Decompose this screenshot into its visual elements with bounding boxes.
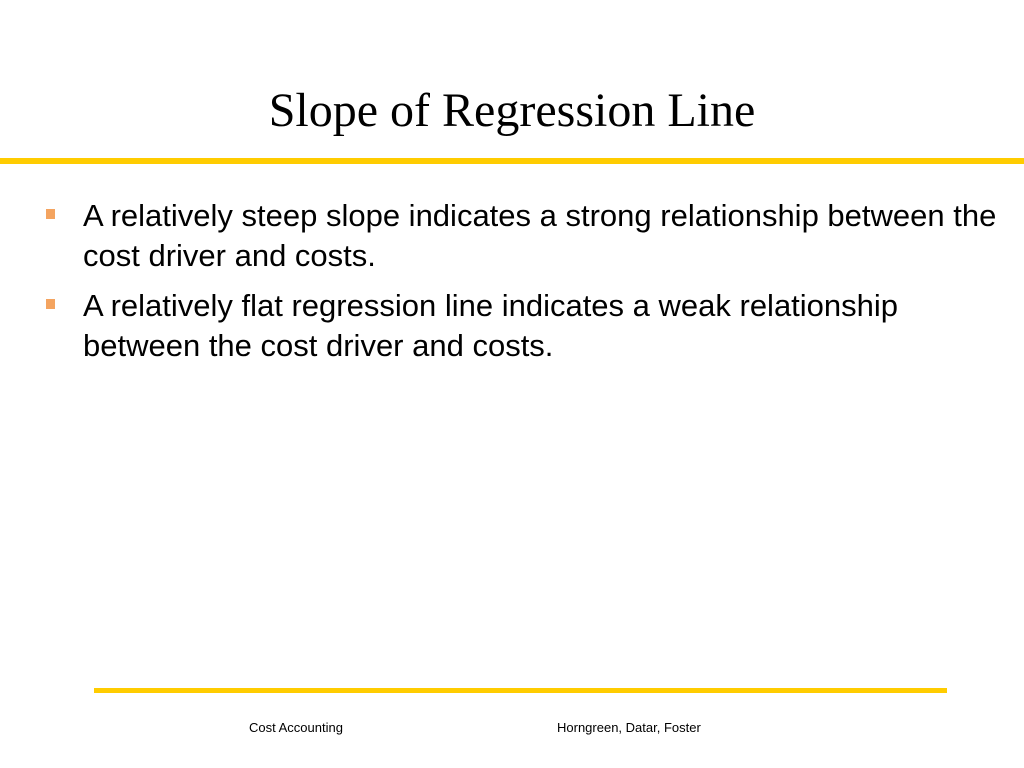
bullet-text: A relatively steep slope indicates a strong relationship between the cost driver and costs. [83,198,997,273]
bullet-text: A relatively flat regression line indicates a weak relationship between the cost driver and costs. [83,288,899,363]
bullet-item [0,196,1024,276]
slide-title: Slope of Regression Line [268,84,756,137]
title-divider [0,158,1024,164]
square-bullet-icon [46,209,55,219]
bullet-item [0,286,1024,366]
bullet-list [0,196,1024,376]
footer-course: Cost Accounting [249,720,343,735]
footer-authors: Horngreen, Datar, Foster [557,720,701,735]
footer-divider [94,688,947,693]
square-bullet-icon [46,299,55,309]
